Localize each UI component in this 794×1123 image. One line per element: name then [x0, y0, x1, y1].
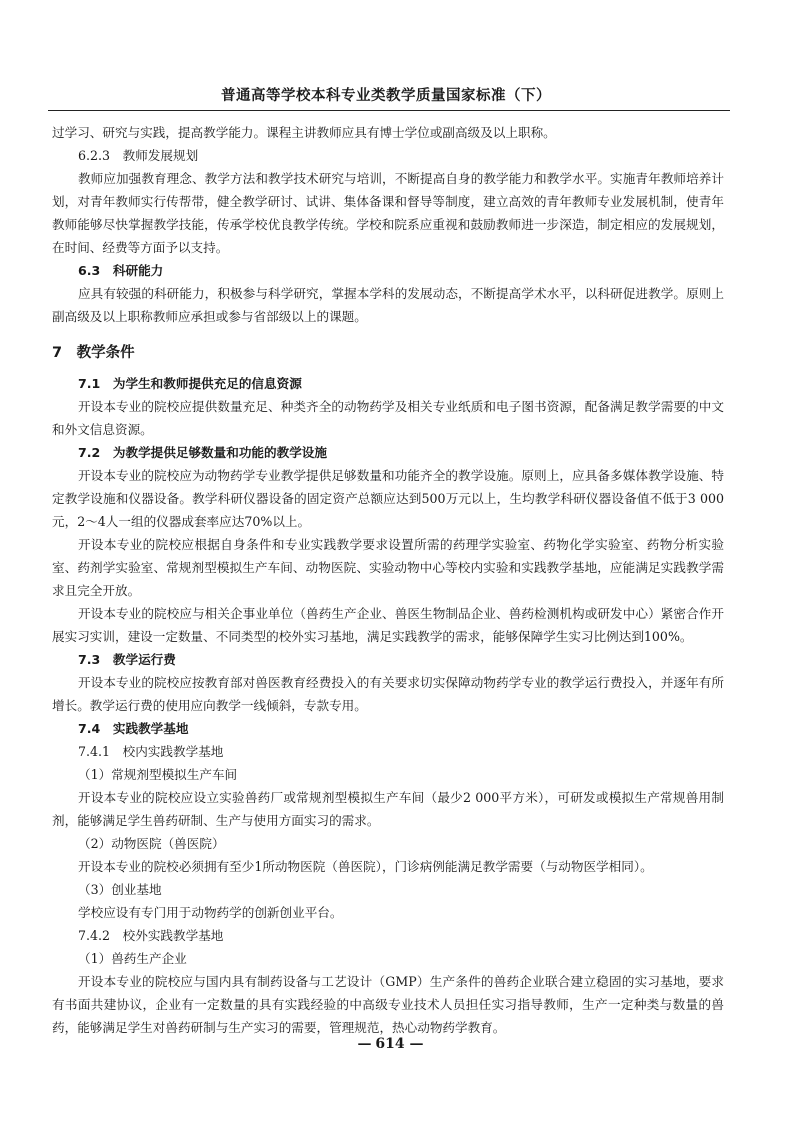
section-heading-7-4-1: 7.4.1 校内实践教学基地 [78, 744, 224, 759]
paragraph: 教师应加强教育理念、教学方法和教学技术研究与培训，不断提高自身的教学能力和教学水平。实施青年教师培养计划，对青年教师实行传帮带，健全教学研讨、试讲、集体备课和督导等制度，建立高效的青年教师专业发展机制，使青年教师能够尽快掌握教学技能，传承学校优良教学传统。学校和院系应重视和鼓励教师进一步深造，制定相应的发展规划，在时间、经费等方面予以支持。 [52, 171, 724, 255]
section-heading-7-4-2: 7.4.2 校外实践教学基地 [78, 928, 224, 943]
paragraph: 开设本专业的院校应按教育部对兽医教育经费投入的有关要求切实保障动物药学专业的教学运行费投入，并逐年有所增长。教学运行费的使用应向教学一线倾斜，专款专用。 [52, 675, 724, 713]
page-number: 614 [375, 1036, 405, 1052]
section-heading-7-2: 7.2 为教学提供足够数量和功能的教学设施 [78, 445, 327, 460]
header-rule [48, 110, 730, 111]
running-header: 普通高等学校本科专业类教学质量国家标准（下） [221, 88, 551, 104]
paragraph: 开设本专业的院校应设立实验兽药厂或常规剂型模拟生产车间（最少2 000平方米），可研发或模拟生产常规兽用制剂，能够满足学生兽药研制、生产与使用方面实习的需求。 [52, 790, 724, 828]
section-heading-7-3: 7.3 教学运行费 [78, 652, 176, 667]
section-heading-6-3: 6.3 科研能力 [78, 263, 164, 278]
paragraph: 学校应设有专门用于动物药学的创新创业平台。 [78, 905, 343, 920]
footer-dash-right: — [409, 1036, 423, 1052]
footer-dash-left: — [357, 1036, 371, 1052]
chapter-heading-7: 7 教学条件 [52, 345, 135, 361]
paragraph: 开设本专业的院校应为动物药学专业教学提供足够数量和功能齐全的教学设施。原则上，应具备多媒体教学设施、特定教学设施和仪器设备。教学科研仪器设备的固定资产总额应达到500万元以上，生均教学科研仪器设备值不低于3 000元，2～4人一组的仪器成套率应达70%以上。 [52, 468, 724, 529]
list-item-title: （2）动物医院（兽医院） [78, 836, 225, 851]
list-item-title: （3）创业基地 [78, 882, 162, 897]
paragraph: 应具有较强的科研能力，积极参与科学研究，掌握本学科的发展动态，不断提高学术水平，以科研促进教学。原则上副高级及以上职称教师应承担或参与省部级以上的课题。 [52, 286, 724, 324]
paragraph: 开设本专业的院校应与国内具有制药设备与工艺设计（GMP）生产条件的兽药企业联合建立稳固的实习基地，要求有书面共建协议，企业有一定数量的具有实践经验的中高级专业技术人员担任实习指导教师，生产一定种类与数量的兽药，能够满足学生对兽药研制与生产实习的需要，管理规范，热心动物药学教育。 [52, 974, 724, 1035]
paragraph: 过学习、研究与实践，提高教学能力。课程主讲教师应具有博士学位或副高级及以上职称。 [52, 125, 556, 140]
section-heading-6-2-3: 6.2.3 教师发展规划 [78, 148, 199, 163]
paragraph: 开设本专业的院校应与相关企事业单位（兽药生产企业、兽医生物制品企业、兽药检测机构或研发中心）紧密合作开展实习实训，建设一定数量、不同类型的校外实习基地，满足实践教学的需求，能够保障学生实习比例达到100%。 [52, 606, 724, 644]
paragraph: 开设本专业的院校应根据自身条件和专业实践教学要求设置所需的药理学实验室、药物化学实验室、药物分析实验室、药剂学实验室、常规剂型模拟生产车间、动物医院、实验动物中心等校内实验和实践教学基地，应能满足实践教学需求且完全开放。 [52, 537, 724, 598]
section-heading-7-4: 7.4 实践教学基地 [78, 721, 189, 736]
paragraph: 开设本专业的院校应提供数量充足、种类齐全的动物药学及相关专业纸质和电子图书资源，配备满足教学需要的中文和外文信息资源。 [52, 399, 724, 437]
list-item-title: （1）兽药生产企业 [78, 951, 187, 966]
paragraph: 开设本专业的院校必须拥有至少1所动物医院（兽医院），门诊病例能满足教学需要（与动物医学相同）。 [78, 859, 653, 874]
section-heading-7-1: 7.1 为学生和教师提供充足的信息资源 [78, 376, 302, 391]
list-item-title: （1）常规剂型模拟生产车间 [78, 767, 238, 782]
page-footer [0, 1036, 780, 1052]
page-body [52, 121, 724, 1039]
